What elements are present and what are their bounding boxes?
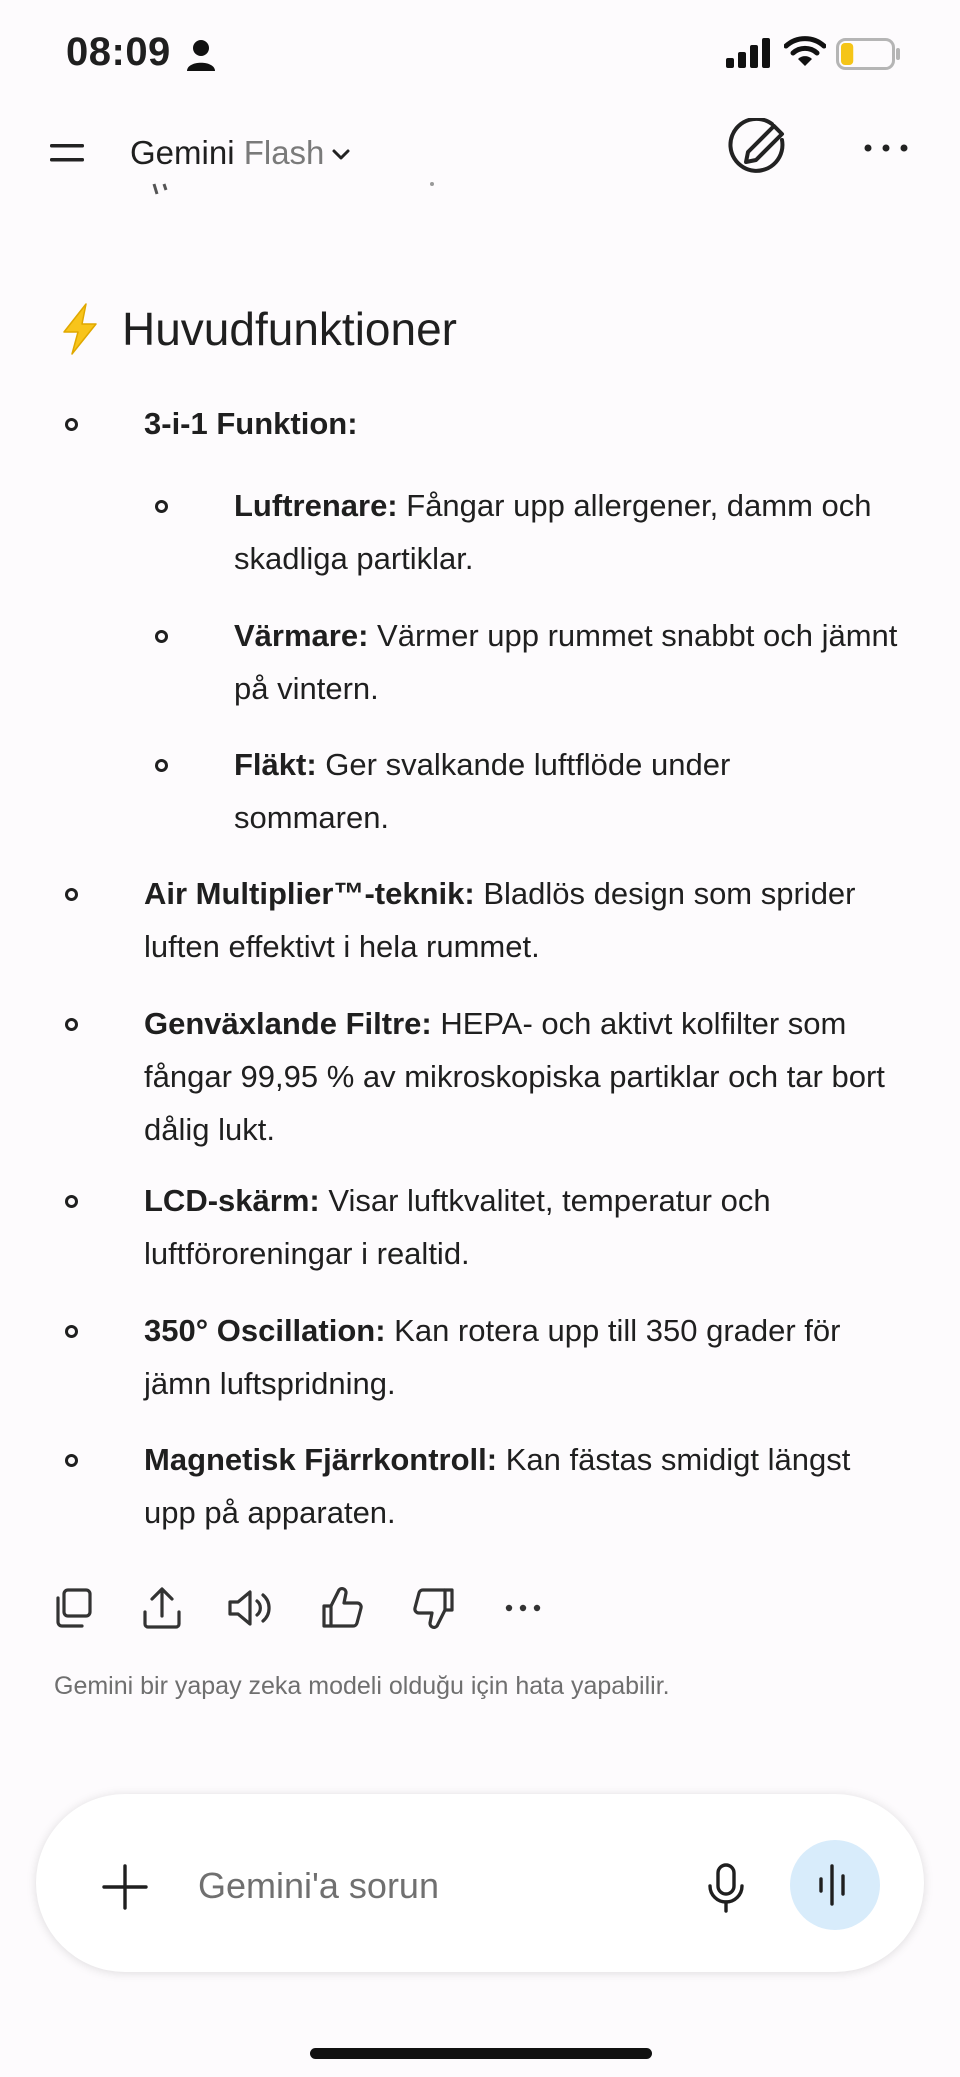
thumbs-up-icon[interactable] <box>318 1584 366 1632</box>
battery-icon <box>836 38 902 70</box>
more-icon[interactable] <box>862 140 910 156</box>
person-icon <box>184 38 218 72</box>
bullet-icon <box>65 888 78 901</box>
microphone-icon[interactable] <box>706 1862 746 1914</box>
list-item: Fläkt: Ger svalkande luftflöde under sommaren. <box>234 747 731 835</box>
more-options-icon[interactable] <box>499 1584 547 1632</box>
thumbs-down-icon[interactable] <box>410 1584 458 1632</box>
signal-icon <box>726 38 772 68</box>
model-selector[interactable] <box>130 134 324 172</box>
home-indicator <box>310 2048 652 2059</box>
read-aloud-icon[interactable] <box>226 1584 274 1632</box>
bullet-icon <box>65 1454 78 1467</box>
list-item: 3-i-1 Funktion: <box>144 406 358 441</box>
list-item: Magnetisk Fjärrkontroll: Kan fästas smidigt längst upp på apparaten. <box>144 1442 851 1530</box>
section-heading: Huvudfunktioner <box>122 303 457 355</box>
status-time: 08:09 <box>66 30 171 74</box>
disclaimer-text: Gemini bir yapay zeka modeli olduğu için hata yapabilir. <box>54 1672 670 1700</box>
wifi-icon <box>784 34 826 68</box>
list-item: Luftrenare: Fångar upp allergener, damm och skadliga partiklar. <box>234 488 872 576</box>
bullet-icon <box>65 1195 78 1208</box>
lightning-icon <box>58 302 102 356</box>
bullet-icon <box>155 630 168 643</box>
list-item: LCD-skärm: Visar luftkvalitet, temperatur och luftföroreningar i realtid. <box>144 1183 771 1271</box>
list-item: Genväxlande Filtre: HEPA- och aktivt kolfilter som fångar 99,95 % av mikroskopiska partiklar och tar bort dålig lukt. <box>144 1006 885 1147</box>
list-item: Air Multiplier™-teknik: Bladlös design som sprider luften effektivt i hela rummet. <box>144 876 856 964</box>
bullet-icon <box>65 418 78 431</box>
share-icon[interactable] <box>138 1584 186 1632</box>
bullet-icon <box>65 1018 78 1031</box>
new-chat-icon[interactable] <box>726 118 788 180</box>
model-name: Flash <box>243 134 325 171</box>
live-icon <box>813 1862 857 1908</box>
plus-icon[interactable] <box>100 1862 150 1912</box>
list-item: Värmare: Värmer upp rummet snabbt och jämnt på vintern. <box>234 618 898 706</box>
prompt-input[interactable] <box>198 1856 678 1916</box>
bullet-icon <box>155 500 168 513</box>
menu-icon[interactable] <box>48 138 88 168</box>
copy-icon[interactable] <box>50 1584 98 1632</box>
cut-off-text <box>140 180 440 204</box>
bullet-icon <box>155 759 168 772</box>
app-name: Gemini <box>130 134 235 171</box>
chevron-down-icon[interactable] <box>330 144 352 166</box>
bullet-icon <box>65 1325 78 1338</box>
list-item: 350° Oscillation: Kan rotera upp till 350 grader för jämn luftspridning. <box>144 1313 841 1401</box>
